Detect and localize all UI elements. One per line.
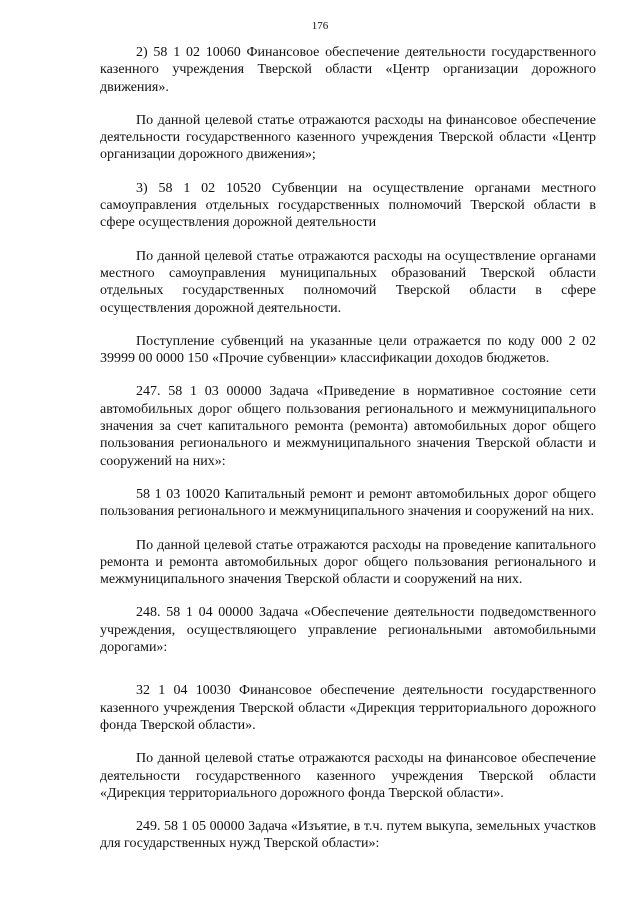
paragraph-description-10020: По данной целевой статье отражаются расходы на проведение капитального ремонта и ремонта автомобильных дорог общего пользования регионального и межмуниципального значения Тверской области и сооружений на них.	[100, 537, 596, 588]
paragraph-subvention-income: Поступление субвенций на указанные цели отражается по коду 000 2 02 39999 00 0000 150 «Прочие субвенции» классификации доходов бюджетов.	[100, 333, 596, 367]
paragraph-target-article-58-1-02-10520: 3) 58 1 02 10520 Субвенции на осуществление органами местного самоуправления отдельных государственных полномочий Тверской области в сфере осуществления дорожной деятельности	[100, 180, 596, 231]
document-body	[100, 44, 596, 853]
paragraph-target-article-58-1-02-10060: 2) 58 1 02 10060 Финансовое обеспечение деятельности государственного казенного учреждения Тверской области «Центр организации дорожного движения».	[100, 45, 596, 95]
paragraph-description-10030: По данной целевой статье отражаются расходы на финансовое обеспечение деятельности государственного казенного учреждения Тверской области «Дирекция территориального дорожного фонда Тверской области».	[100, 751, 596, 801]
paragraph-task-247: 247. 58 1 03 00000 Задача «Приведение в нормативное состояние сети автомобильных дорог общего пользования регионального и межмуниципального значения за счет капитального ремонта (ремонта) автомобильных дорог общего пользования регионального и межмуниципального значения Тверской области и сооружений на них»:	[100, 384, 596, 469]
paragraph-task-249: 249. 58 1 05 00000 Задача «Изъятие, в т.ч. путем выкупа, земельных участков для государственных нужд Тверской области»:	[100, 819, 596, 852]
paragraph-target-article-58-1-03-10020: 58 1 03 10020 Капитальный ремонт и ремонт автомобильных дорог общего пользования регионального и межмуниципального значения и сооружений на них.	[100, 486, 596, 520]
paragraph-task-248: 248. 58 1 04 00000 Задача «Обеспечение деятельности подведомственного учреждения, осуществляющего управление региональными автомобильными дорогами»:	[100, 605, 596, 656]
paragraph-target-article-32-1-04-10030: 32 1 04 10030 Финансовое обеспечение деятельности государственного казенного учреждения Тверской области «Дирекция территориального дорожного фонда Тверской области».	[100, 683, 596, 733]
page-number: 176	[311, 20, 329, 32]
paragraph-description-10520: По данной целевой статье отражаются расходы на осуществление органами местного самоуправления муниципальных образований Тверской области отдельных государственных полномочий Тверской области в сфере осуществления дорожной деятельности.	[100, 248, 596, 316]
paragraph-description-10060: По данной целевой статье отражаются расходы на финансовое обеспечение деятельности государственного казенного учреждения Тверской области «Центр организации дорожного движения»;	[100, 112, 596, 163]
